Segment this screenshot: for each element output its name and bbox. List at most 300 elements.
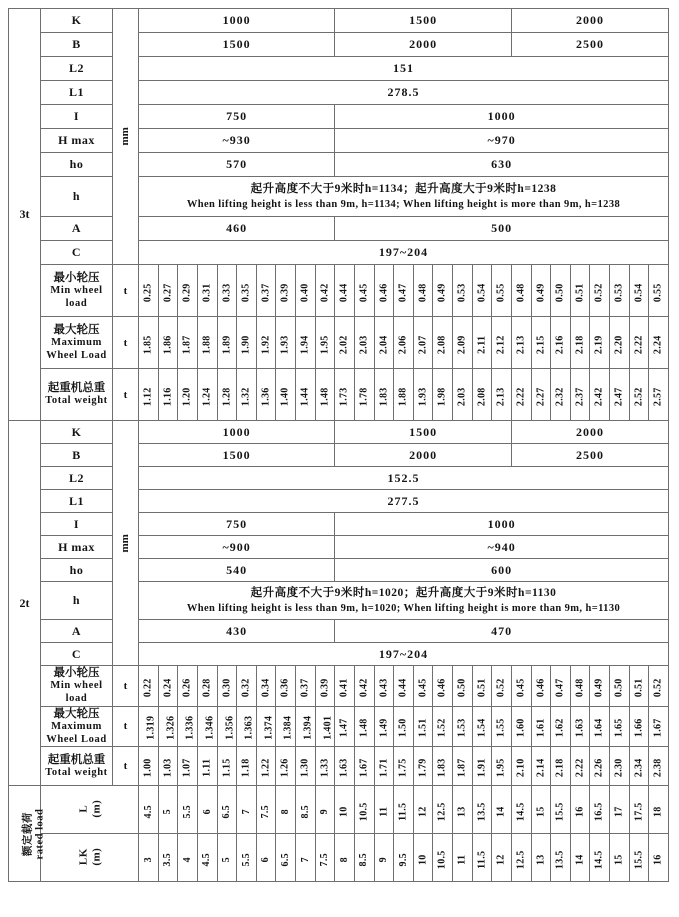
value-cell: [649, 317, 669, 369]
footer-value-text: 4.5: [142, 804, 154, 819]
footer-value-cell: [217, 834, 237, 882]
value-text: 1.78: [358, 386, 370, 406]
value-text: 0.35: [240, 282, 252, 302]
value-cell: [256, 317, 276, 369]
value-cell: [394, 706, 414, 747]
value-text: 1.66: [633, 718, 645, 738]
value-cell: [335, 317, 355, 369]
value-cell: [551, 666, 571, 707]
value-cell: [197, 747, 217, 786]
value-text: 1.26: [279, 758, 291, 778]
value-text: 2.03: [358, 334, 370, 354]
value-text: 1.356: [223, 716, 235, 741]
value-text: 1.60: [515, 718, 527, 738]
value-cell: [354, 666, 374, 707]
value-cell: [610, 747, 630, 786]
value-cell: [511, 265, 531, 317]
value-cell: [531, 666, 551, 707]
value-text: 0.49: [436, 282, 448, 302]
value-text: 0.49: [593, 678, 605, 697]
value-text: 2.38: [652, 758, 664, 778]
value-text: 0.37: [260, 282, 272, 302]
dim-value: 151: [139, 57, 669, 81]
value-cell: [335, 747, 355, 786]
value-text: 0.41: [338, 678, 350, 697]
value-text: 1.54: [476, 718, 488, 738]
value-cell: [335, 706, 355, 747]
value-text: 0.29: [181, 282, 193, 302]
value-text: 0.42: [358, 678, 370, 697]
value-text: 0.51: [476, 678, 488, 697]
footer-value-cell: [374, 834, 394, 882]
value-row-label-text: 最小轮压 Min wheel load: [50, 271, 103, 309]
footer-value-text: 13.5: [554, 850, 566, 869]
value-row-label: [41, 369, 113, 421]
footer-value-cell: [335, 786, 355, 834]
value-text: 1.55: [495, 718, 507, 738]
footer-value-text: 12: [417, 806, 429, 817]
value-text: 1.49: [378, 718, 390, 738]
value-cell: [610, 317, 630, 369]
footer-value-cell: [158, 786, 178, 834]
value-text: 0.46: [378, 282, 390, 302]
value-text: 2.04: [378, 334, 390, 354]
value-text: 1.374: [263, 716, 274, 741]
value-text: 0.45: [358, 282, 370, 302]
value-cell: [276, 369, 296, 421]
value-text: 0.49: [535, 282, 547, 302]
lifting-height-note: 起升高度不大于9米时h=1020；起升高度大于9米时h=1130 When lifting height is less than 9m, h=1020; When lifting height is more than 9m, h=1130: [186, 586, 621, 614]
value-cell: [296, 666, 316, 707]
footer-value-cell: [139, 786, 159, 834]
dim-value: 750: [139, 105, 335, 129]
footer-value-text: 14: [574, 854, 586, 865]
footer-value-cell: [178, 834, 198, 882]
dim-row-label: I: [41, 513, 113, 536]
value-cell: [394, 666, 414, 707]
value-cell: [296, 747, 316, 786]
footer-value-cell: [472, 786, 492, 834]
value-text: 0.28: [201, 678, 213, 697]
dim-value: 2500: [511, 33, 668, 57]
footer-value-text: 16: [574, 806, 586, 817]
footer-value-cell: [315, 786, 335, 834]
value-cell: [139, 369, 159, 421]
value-cell: [256, 369, 276, 421]
footer-value-text: 15: [535, 806, 547, 817]
dim-value: 152.5: [139, 467, 669, 490]
value-cell: [158, 666, 178, 707]
footer-row-label: [41, 786, 139, 834]
dim-row-label: C: [41, 643, 113, 666]
footer-value-text: 13.5: [476, 802, 488, 821]
value-cell: [354, 317, 374, 369]
value-text: 0.55: [652, 282, 664, 302]
value-text: 0.51: [633, 678, 645, 697]
value-cell: [315, 369, 335, 421]
footer-value-cell: [276, 834, 296, 882]
value-text: 2.07: [417, 334, 429, 354]
value-text: 0.50: [456, 678, 468, 697]
footer-value-text: 15: [613, 854, 625, 865]
value-text: 1.61: [535, 718, 547, 738]
footer-value-text: 7.5: [319, 852, 331, 867]
value-text: 0.47: [554, 678, 566, 697]
value-row-label-text: 起重机总重 Total weight: [45, 382, 108, 407]
value-text: 2.03: [456, 386, 468, 406]
value-cell: [256, 666, 276, 707]
value-text: 1.07: [181, 758, 193, 778]
value-text: 2.18: [554, 758, 566, 778]
value-text: 1.90: [240, 334, 252, 354]
value-cell: [237, 666, 257, 707]
value-cell: [354, 369, 374, 421]
footer-value-cell: [256, 834, 276, 882]
dim-value: 1000: [335, 105, 669, 129]
footer-value-text: 7: [240, 808, 252, 815]
footer-value-cell: [394, 834, 414, 882]
footer-value-cell: [354, 834, 374, 882]
value-text: 1.12: [142, 386, 154, 406]
value-cell: [374, 317, 394, 369]
value-text: 1.50: [397, 718, 409, 738]
value-cell: [158, 747, 178, 786]
value-cell: [629, 317, 649, 369]
footer-value-cell: [649, 786, 669, 834]
unit-t: t: [113, 706, 139, 747]
value-cell: [610, 706, 630, 747]
footer-value-text: 6.5: [221, 804, 233, 819]
dim-value: [139, 177, 669, 217]
dim-value: ~940: [335, 536, 669, 559]
value-cell: [217, 317, 237, 369]
footer-value-text: 11.5: [397, 802, 409, 821]
dim-row-label: h: [41, 177, 113, 217]
value-text: 1.28: [221, 386, 233, 406]
value-cell: [433, 369, 453, 421]
value-text: 1.32: [240, 386, 252, 406]
value-cell: [492, 369, 512, 421]
value-cell: [158, 706, 178, 747]
value-text: 1.98: [436, 386, 448, 406]
value-cell: [649, 706, 669, 747]
value-text: 2.47: [613, 386, 625, 406]
dim-value: 460: [139, 217, 335, 241]
value-cell: [511, 666, 531, 707]
value-cell: [276, 747, 296, 786]
value-cell: [433, 706, 453, 747]
value-cell: [551, 369, 571, 421]
value-cell: [511, 706, 531, 747]
footer-value-cell: [492, 834, 512, 882]
value-text: 2.22: [515, 386, 527, 406]
value-text: 1.52: [436, 718, 448, 738]
value-text: 2.15: [535, 334, 547, 354]
value-text: 0.55: [495, 282, 507, 302]
value-cell: [433, 265, 453, 317]
value-text: 0.39: [279, 282, 291, 302]
footer-value-cell: [197, 786, 217, 834]
value-text: 1.30: [299, 758, 311, 778]
dim-value: 500: [335, 217, 669, 241]
dim-row-label: C: [41, 241, 113, 265]
value-cell: [453, 317, 473, 369]
value-cell: [649, 369, 669, 421]
dim-value: ~930: [139, 129, 335, 153]
value-cell: [453, 666, 473, 707]
value-cell: [570, 265, 590, 317]
value-text: 2.08: [476, 386, 488, 406]
footer-value-cell: [433, 834, 453, 882]
value-text: 1.16: [162, 386, 174, 406]
value-cell: [256, 706, 276, 747]
value-cell: [433, 317, 453, 369]
value-text: 2.32: [554, 386, 566, 406]
value-cell: [453, 265, 473, 317]
footer-value-text: 15.5: [554, 802, 566, 821]
value-cell: [394, 317, 414, 369]
value-text: 0.26: [181, 678, 193, 697]
value-cell: [354, 265, 374, 317]
value-cell: [551, 706, 571, 747]
footer-value-cell: [296, 786, 316, 834]
footer-value-cell: [590, 786, 610, 834]
unit-t: t: [113, 317, 139, 369]
dim-value: 278.5: [139, 81, 669, 105]
value-text: 0.53: [613, 282, 625, 302]
value-cell: [178, 706, 198, 747]
value-cell: [413, 317, 433, 369]
dim-value: 1000: [335, 513, 669, 536]
value-text: 1.63: [574, 718, 586, 738]
value-text: 0.31: [201, 282, 213, 302]
footer-value-text: 5: [221, 856, 233, 863]
value-cell: [296, 265, 316, 317]
value-text: 0.44: [338, 282, 350, 302]
value-cell: [413, 265, 433, 317]
value-text: 2.18: [574, 334, 586, 354]
footer-value-text: 5.5: [240, 852, 252, 867]
value-text: 0.54: [476, 282, 488, 302]
footer-value-text: 12.5: [436, 802, 448, 821]
dim-row-label: A: [41, 620, 113, 643]
value-cell: [472, 369, 492, 421]
footer-value-text: 14.5: [515, 802, 527, 821]
value-text: 0.22: [142, 678, 154, 697]
value-text: 2.19: [593, 334, 605, 354]
dim-row-label: ho: [41, 153, 113, 177]
footer-value-cell: [197, 834, 217, 882]
value-cell: [178, 265, 198, 317]
dim-row-label: B: [41, 33, 113, 57]
dim-value: 2000: [335, 444, 512, 467]
value-cell: [472, 747, 492, 786]
value-text: 1.79: [417, 758, 429, 778]
unit-t: t: [113, 369, 139, 421]
value-cell: [629, 369, 649, 421]
footer-value-cell: [511, 834, 531, 882]
value-text: 1.394: [302, 716, 314, 741]
footer-value-text: 10.5: [358, 802, 370, 821]
value-cell: [237, 369, 257, 421]
value-cell: [492, 706, 512, 747]
dim-value: 430: [139, 620, 335, 643]
footer-value-text: 17: [613, 806, 625, 817]
dim-value: 1000: [139, 9, 335, 33]
value-text: 1.346: [204, 716, 216, 741]
value-cell: [472, 317, 492, 369]
value-cell: [629, 706, 649, 747]
value-cell: [374, 747, 394, 786]
value-text: 1.88: [201, 334, 213, 354]
dim-value: ~900: [139, 536, 335, 559]
value-text: 2.27: [535, 386, 547, 406]
footer-value-text: 3: [142, 856, 154, 863]
value-row-label: [41, 747, 113, 786]
value-cell: [335, 369, 355, 421]
value-cell: [237, 706, 257, 747]
value-text: 1.67: [358, 758, 370, 778]
footer-row-label-text: LK (m): [76, 847, 102, 866]
value-text: 0.45: [515, 678, 527, 697]
value-cell: [610, 666, 630, 707]
value-cell: [237, 747, 257, 786]
value-text: 1.53: [456, 718, 468, 738]
value-text: 0.50: [554, 282, 566, 302]
value-cell: [570, 666, 590, 707]
dim-row-label: L1: [41, 490, 113, 513]
footer-value-text: 12: [495, 854, 507, 865]
footer-value-text: 10.5: [436, 850, 448, 869]
value-text: 1.384: [282, 716, 294, 741]
unit-t: t: [113, 265, 139, 317]
value-text: 1.71: [378, 758, 390, 778]
unit-mm-text: mm: [119, 127, 132, 146]
footer-value-cell: [472, 834, 492, 882]
value-row-label: [41, 265, 113, 317]
value-text: 2.09: [456, 334, 468, 354]
value-text: 1.92: [260, 334, 272, 354]
footer-value-cell: [453, 834, 473, 882]
value-text: 2.06: [397, 334, 409, 354]
value-text: 1.93: [279, 334, 291, 354]
value-text: 1.363: [243, 716, 255, 741]
value-text: 1.24: [201, 386, 213, 406]
value-text: 2.42: [593, 386, 605, 406]
footer-value-text: 8.5: [299, 804, 311, 819]
footer-value-text: 7.5: [260, 804, 272, 819]
value-cell: [590, 706, 610, 747]
value-cell: [551, 265, 571, 317]
value-text: 1.47: [338, 718, 350, 738]
value-cell: [413, 666, 433, 707]
value-cell: [178, 666, 198, 707]
value-cell: [354, 706, 374, 747]
footer-value-cell: [649, 834, 669, 882]
dim-value: 197~204: [139, 643, 669, 666]
dim-row-label: ho: [41, 559, 113, 582]
value-cell: [511, 747, 531, 786]
footer-value-cell: [394, 786, 414, 834]
dim-value: [139, 582, 669, 620]
value-text: 1.83: [436, 758, 448, 778]
value-cell: [551, 747, 571, 786]
value-text: 0.32: [240, 678, 252, 697]
value-text: 0.33: [221, 282, 233, 302]
value-cell: [492, 747, 512, 786]
footer-value-cell: [139, 834, 159, 882]
footer-value-text: 6: [260, 856, 272, 863]
value-text: 2.22: [574, 758, 586, 778]
value-cell: [315, 317, 335, 369]
dim-value: 470: [335, 620, 669, 643]
value-cell: [256, 747, 276, 786]
unit-t: t: [113, 666, 139, 707]
value-cell: [374, 265, 394, 317]
value-text: 2.22: [633, 334, 645, 354]
footer-value-text: 8: [338, 856, 350, 863]
value-text: 1.22: [260, 758, 272, 778]
value-text: 0.51: [574, 282, 586, 302]
footer-value-text: 3.5: [162, 852, 174, 867]
value-text: 1.67: [652, 718, 664, 738]
unit-mm-text: mm: [119, 533, 132, 553]
value-text: 1.03: [162, 758, 174, 778]
footer-value-cell: [237, 786, 257, 834]
footer-value-text: 14: [495, 806, 507, 817]
footer-value-cell: [610, 786, 630, 834]
value-text: 2.52: [633, 386, 645, 406]
footer-value-cell: [570, 834, 590, 882]
footer-value-cell: [354, 786, 374, 834]
value-cell: [315, 666, 335, 707]
value-text: 1.336: [184, 716, 196, 741]
value-text: 2.20: [613, 334, 625, 354]
value-text: 1.326: [164, 716, 176, 741]
value-cell: [394, 369, 414, 421]
footer-value-cell: [256, 786, 276, 834]
value-cell: [217, 747, 237, 786]
value-cell: [197, 369, 217, 421]
value-text: 0.30: [221, 678, 233, 697]
spec-table: [8, 8, 669, 882]
value-cell: [472, 265, 492, 317]
value-cell: [296, 317, 316, 369]
footer-value-text: 9: [378, 856, 390, 863]
footer-value-cell: [531, 834, 551, 882]
value-cell: [531, 747, 551, 786]
dim-row-label: L2: [41, 57, 113, 81]
value-cell: [315, 747, 335, 786]
value-cell: [139, 265, 159, 317]
value-cell: [610, 265, 630, 317]
value-text: 1.11: [201, 758, 213, 777]
value-text: 0.25: [142, 282, 154, 302]
value-text: 2.30: [613, 758, 625, 778]
value-cell: [531, 265, 551, 317]
value-text: 1.93: [417, 386, 429, 406]
value-row-label-text: 起重机总重 Total weight: [45, 753, 108, 779]
value-cell: [649, 265, 669, 317]
dim-value: 540: [139, 559, 335, 582]
value-cell: [590, 369, 610, 421]
value-text: 2.24: [652, 334, 664, 354]
value-cell: [335, 265, 355, 317]
rated-load-text: 额定载荷 rated load: [22, 808, 46, 860]
footer-value-cell: [531, 786, 551, 834]
value-cell: [217, 706, 237, 747]
value-row-label: [41, 706, 113, 747]
